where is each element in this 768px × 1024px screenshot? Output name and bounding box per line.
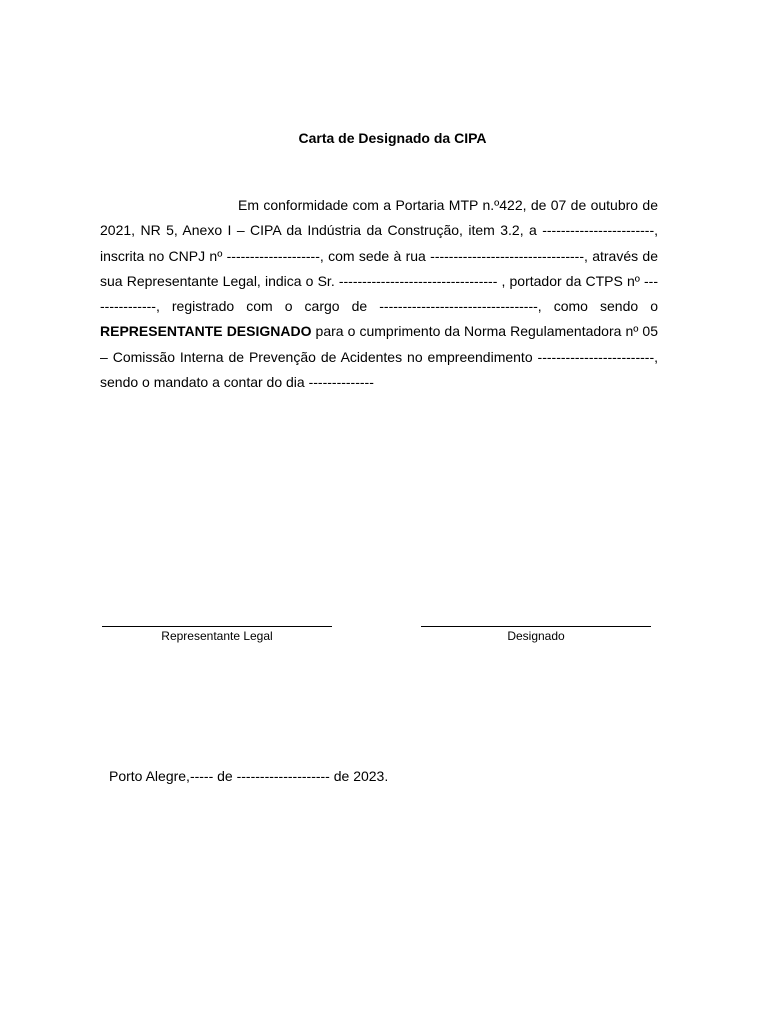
- signature-label-right: Designado: [507, 629, 565, 643]
- paragraph-bold-role: REPRESENTANTE DESIGNADO: [100, 323, 312, 340]
- paragraph-text-part2: para o cumprimento da Norma Regulamentadora nº 05 – Comissão Interna de Prevenção de Acidentes no empreendimento -------------------------, sendo o mandato a contar do dia --------------: [100, 323, 658, 391]
- signature-line-right: [421, 626, 651, 627]
- paragraph-text-part1: Em conformidade com a Portaria MTP n.º422, de 07 de outubro de 2021, NR 5, Anexo I – CIPA da Indústria da Construção, item 3.2, a ------------------------, inscrita no CNPJ nº --------------------, com sede à rua ---------------------------------, através de sua Representante Legal, indica o Sr. ---------------------------------- , portador da CTPS nº ---------------, registrado com o cargo de ----------------------------------, como sendo o: [100, 197, 658, 315]
- signature-block-designee: [421, 626, 651, 644]
- body-paragraph: [100, 193, 658, 395]
- signature-block-legal-representative: [102, 626, 332, 644]
- signature-label-left: Representante Legal: [161, 629, 273, 643]
- document-title: Carta de Designado da CIPA: [298, 130, 487, 146]
- signature-line-left: [102, 626, 332, 627]
- place-and-date: Porto Alegre,----- de -------------------- de 2023.: [109, 768, 389, 784]
